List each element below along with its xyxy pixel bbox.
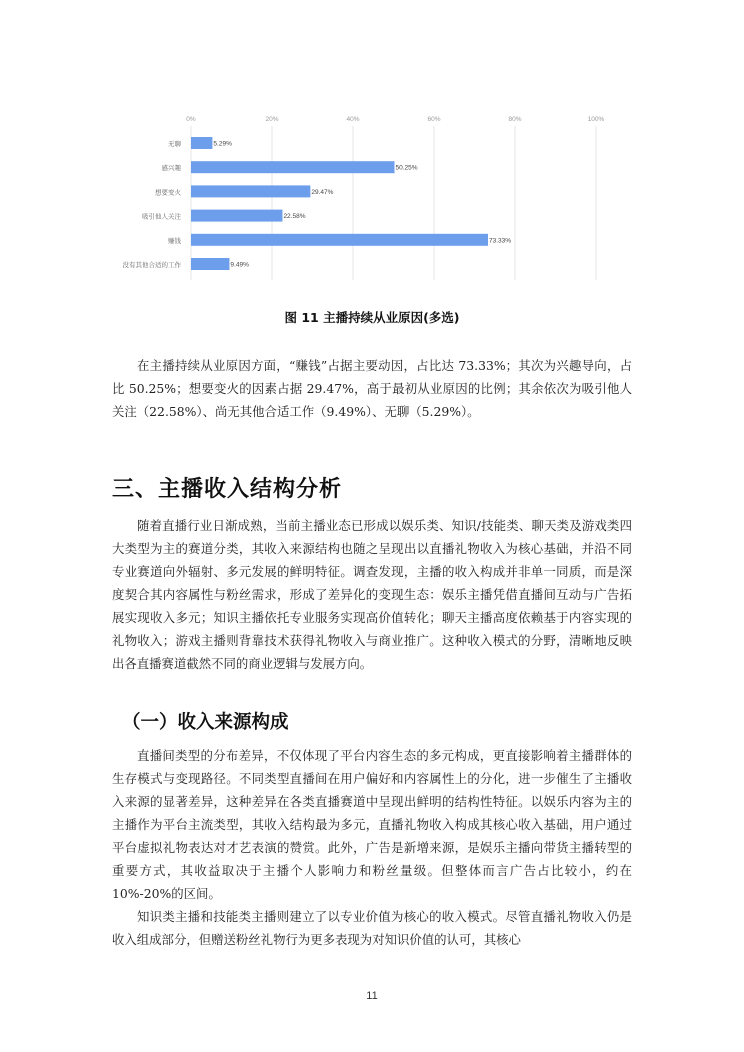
category-label: 赚钱 [168, 236, 181, 245]
chart-category-labels [123, 139, 182, 269]
bar [191, 185, 310, 197]
bar [191, 210, 282, 222]
paragraph-stream-types: 直播间类型的分布差异，不仅体现了平台内容生态的多元构成，更直接影响着主播群体的生存模式与变现路径。不同类型直播间在用户偏好和内容属性上的分化，进一步催生了主播收入来源的显著差异，这种差异在各类直播赛道中呈现出鲜明的结构性特征。以娱乐内容为主的主播作为平台主流类型，其收入结构最为多元，直播礼物收入构成其核心收入基础，用户通过平台虚拟礼物表达对才艺表演的赞赏。此外，广告是新增来源，是娱乐主播向带货主播转型的重要方式，其收益取决于主播个人影响力和粉丝量级。但整体而言广告占比较小，约在 10%-20%的区间。 [112, 748, 632, 901]
x-tick-label: 60% [427, 116, 441, 123]
bar [191, 161, 395, 173]
bar-value-label: 73.33% [488, 237, 512, 245]
figure-caption: 图 11 主播持续从业原因(多选) [284, 310, 460, 325]
section-heading: 三、主播收入结构分析 [112, 477, 343, 502]
category-label: 无聊 [168, 140, 181, 148]
x-tick-label: 100% [587, 116, 605, 123]
x-tick-label: 20% [265, 116, 279, 123]
page-number: 11 [366, 990, 378, 1002]
paragraph-knowledge-streamers: 知识类主播和技能类主播则建立了以专业价值为核心的收入模式。尽管直播礼物收入仍是收入组成部分，但赠送粉丝礼物行为更多表现为对知识价值的认可，其核心 [112, 909, 632, 947]
chart-bars [191, 137, 488, 270]
bar [191, 234, 488, 246]
bar-value-label: 5.29% [213, 140, 232, 148]
subsection-heading: （一）收入来源构成 [122, 712, 289, 733]
paragraph-income-overview: 随着直播行业日渐成熟，当前主播业态已形成以娱乐类、知识/技能类、聊天类及游戏类四大类型为主的赛道分类，其收入来源结构也随之呈现出以直播礼物收入为核心基础，并沿不同专业赛道向外辐射、多元发展的鲜明特征。调查发现，主播的收入构成并非单一同质，而是深度契合其内容属性与粉丝需求，形成了差异化的变现生态：娱乐主播凭借直播间互动与广告拓展实现收入多元；知识主播依托专业服务实现高价值转化；聊天主播高度依赖基于内容实现的礼物收入；游戏主播则背靠技术获得礼物收入与商业推广。这种收入模式的分野，清晰地反映出各直播赛道截然不同的商业逻辑与发展方向。 [112, 518, 632, 671]
x-tick-label: 40% [346, 116, 360, 123]
bar-value-label: 9.49% [230, 261, 249, 269]
bar [191, 137, 212, 149]
bar-value-label: 29.47% [311, 188, 334, 196]
bar [191, 258, 229, 270]
x-tick-label: 0% [186, 116, 196, 123]
bar-value-label: 22.58% [283, 213, 306, 221]
category-label: 吸引他人关注 [142, 212, 181, 221]
paragraph-chart-summary: 在主播持续从业原因方面，“赚钱”占据主要动因，占比达 73.33%；其次为兴趣导向，占比 50.25%；想要变火的因素占据 29.47%，高于最初从业原因的比例；其余依次为吸引他人关注（22.58%）、尚无其他合适工作（9.49%）、无聊（5.29%）。 [112, 358, 632, 419]
bar-chart [100, 108, 620, 288]
category-label: 没有其他合适的工作 [122, 261, 181, 269]
category-label: 想要变火 [155, 188, 181, 197]
chart-x-axis-ticks [186, 116, 604, 123]
bar-value-label: 50.25% [395, 164, 418, 172]
chart-gridlines [191, 126, 596, 280]
x-tick-label: 80% [508, 116, 522, 123]
category-label: 感兴趣 [161, 164, 181, 173]
chart-value-labels [213, 141, 511, 269]
